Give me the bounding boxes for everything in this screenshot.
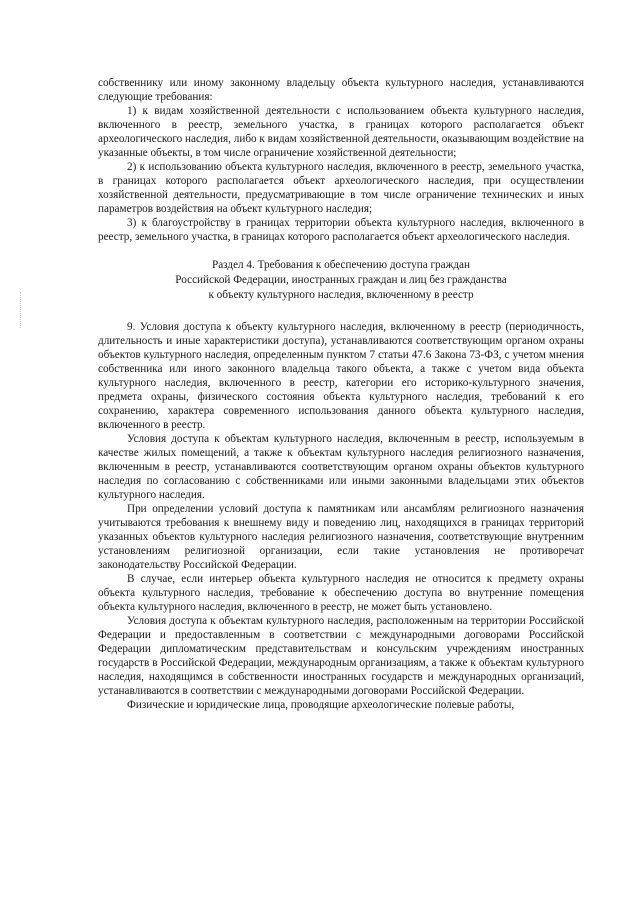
requirement-item-3: 3) к благоустройству в границах территории объекта культурного наследия, включенного в реестр, земельного участка, в границах которого располагается объект археологического наследия. — [98, 217, 584, 243]
section-heading-line-2: Российской Федерации, иностранных граждан и лиц без гражданства — [175, 274, 507, 286]
paragraph-diplomatic: Условия доступа к объектам культурного наследия, расположенным на территории Российской Федерации и предоставленным в соответствии с международными договорами Российской Федерации дипломатическим представительствам и консульским учреждениям иностранных государств в Российской Федерации, международным организациям, а также к объектам культурного наследия, находящимся в собственности иностранных государств и международных организаций, устанавливаются в соответствии с международными договорами Российской Федерации. — [98, 615, 584, 697]
section-heading-line-3: к объекту культурного наследия, включенному в реестр — [208, 289, 474, 301]
paragraph-access-residential: Условия доступа к объектам культурного наследия, включенным в реестр, используемым в качестве жилых помещений, а также к объектам культурного наследия религиозного назначения, включенным в реестр, устанавливаются соответствующим органом охраны объектов культурного наследия по согласованию с собственниками или иными законными владельцами этих объектов культурного наследия. — [98, 433, 584, 501]
paragraph-archaeological: Физические и юридические лица, проводящие археологические полевые работы, — [127, 699, 515, 711]
paragraph-interior: В случае, если интерьер объекта культурного наследия не относится к предмету охраны объекта культурного наследия, требование к обеспечению доступа во внутренние помещения объекта культурного наследия, включенного в реестр, не может быть установлено. — [98, 573, 584, 613]
paragraph-9: 9. Условия доступа к объекту культурного наследия, включенному в реестр (периодичность, длительность и иные характеристики доступа), устанавливаются соответствующим органом охраны объектов культурного наследия, определенным пунктом 7 статьи 47.6 Закона 73-ФЗ, с учетом мнения собственника или иного законного владельца такого объекта, а также с учетом вида объекта культурного наследия, включенного в реестр, категории его историко-культурного значения, предмета охраны, физического состояния объекта культурного наследия, требований к его сохранению, характера современного использования данного объекта культурного наследия, включенного в реестр. — [98, 321, 584, 431]
section-heading-line-1: Раздел 4. Требования к обеспечению доступа граждан — [211, 259, 470, 271]
intro-paragraph: собственнику или иному законному владельцу объекта культурного наследия, устанавливаются следующие требования: — [98, 77, 584, 103]
requirement-item-1: 1) к видам хозяйственной деятельности с использованием объекта культурного наследия, включенного в реестр, земельного участка, в границах которого располагается объект археологического наследия, либо к видам хозяйственной деятельности, оказывающим воздействие на указанные объекты, в том числе ограничение хозяйственной деятельности; — [98, 105, 584, 159]
paragraph-access-religious: При определении условий доступа к памятникам или ансамблям религиозного назначения учитываются требования к внешнему виду и поведению лиц, находящихся в границах территорий указанных объектов культурного наследия религиозного назначения, соответствующие внутренним установлениям религиозной организации, если такие установления не противоречат законодательству Российской Федерации. — [98, 503, 584, 571]
document-body — [98, 76, 584, 712]
requirement-item-2: 2) к использованию объекта культурного наследия, включенного в реестр, земельного участка, в границах которого располагается объект археологического наследия, при осуществлении хозяйственной деятельности, предусматривающие в том числе ограничение технических и иных параметров воздействия на объект культурного наследия; — [98, 161, 584, 215]
section-heading — [98, 258, 584, 303]
scan-margin-mark — [20, 292, 22, 328]
